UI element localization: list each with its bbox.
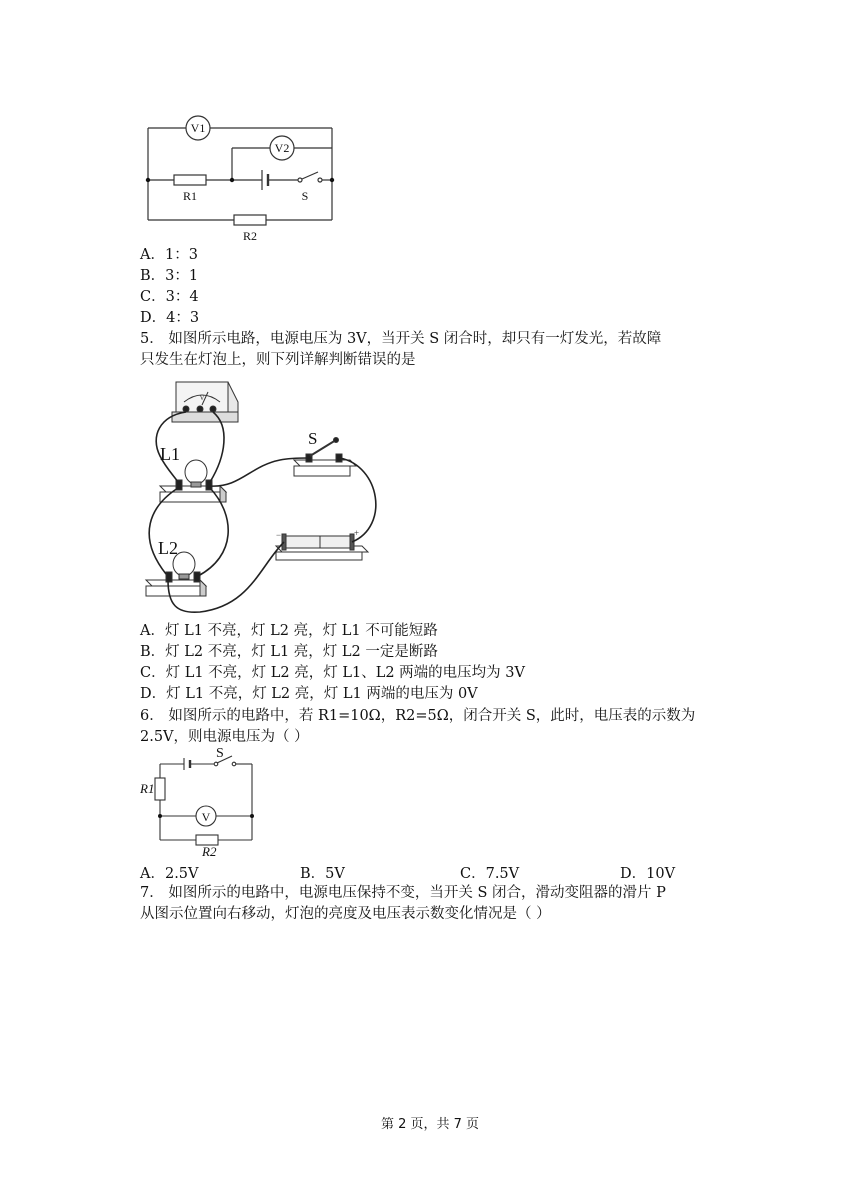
r2-label: R2 — [242, 229, 258, 243]
q4-option-d: D．4：3 — [140, 310, 200, 326]
switch-label: S — [301, 189, 309, 203]
v1-label: V1 — [190, 121, 206, 135]
q5-stem-line1: 5． 如图所示电路，电源电压为 3V，当开关 S 闭合时，却只有一灯发光，若故障 — [140, 331, 662, 347]
voltmeter-icon — [172, 382, 238, 422]
r1-label: R1 — [140, 781, 155, 796]
voltmeter-label: V — [201, 810, 211, 824]
r1-label: R1 — [182, 189, 198, 203]
q5-option-a: A．灯 L1 不亮，灯 L2 亮，灯 L1 不可能短路 — [140, 623, 438, 639]
lamp2-label: L2 — [158, 538, 178, 558]
q6-option-d: D．10V — [620, 866, 676, 882]
q4-option-c: C．3：4 — [140, 289, 199, 305]
switch-label: S — [308, 429, 318, 448]
q7-stem-line2: 从图示位置向右移动，灯泡的亮度及电压表示数变化情况是（ ） — [140, 906, 551, 922]
q5-option-d: D．灯 L1 不亮，灯 L2 亮，灯 L1 两端的电压为 0V — [140, 686, 478, 702]
q6-option-a: A．2.5V — [140, 866, 199, 882]
q5-circuit-illustration — [140, 376, 390, 620]
q6-stem-line1: 6． 如图所示的电路中，若 R1=10Ω，R2=5Ω，闭合开关 S，此时，电压表的示数为 — [140, 708, 696, 724]
q7-stem-line1: 7． 如图所示的电路中，电源电压保持不变，当开关 S 闭合，滑动变阻器的滑片 P — [140, 885, 666, 901]
r2-label: R2 — [202, 844, 217, 859]
meter-label: V — [199, 394, 205, 402]
q4-option-a: A．1：3 — [140, 247, 198, 263]
q6-circuit-diagram — [140, 748, 260, 862]
q5-option-c: C．灯 L1 不亮，灯 L2 亮，灯 L1、L2 两端的电压均为 3V — [140, 665, 525, 681]
svg-text:+: + — [354, 528, 360, 538]
q6-option-c: C．7.5V — [460, 866, 520, 882]
page-footer: 第 2 页，共 7 页 — [380, 1117, 480, 1132]
v2-label: V2 — [274, 141, 290, 155]
q6-stem-line2: 2.5V，则电源电压为（ ） — [140, 729, 309, 745]
q4-circuit-diagram — [140, 112, 340, 244]
q4-option-b: B．3：1 — [140, 268, 199, 284]
q5-option-b: B．灯 L2 不亮，灯 L1 亮，灯 L2 一定是断路 — [140, 644, 438, 660]
svg-text:−: − — [276, 530, 282, 540]
switch-label: S — [216, 748, 224, 761]
lamp1-label: L1 — [160, 444, 180, 464]
q6-option-b: B．5V — [300, 866, 345, 882]
q5-stem-line2: 只发生在灯泡上，则下列详解判断错误的是 — [140, 352, 416, 368]
